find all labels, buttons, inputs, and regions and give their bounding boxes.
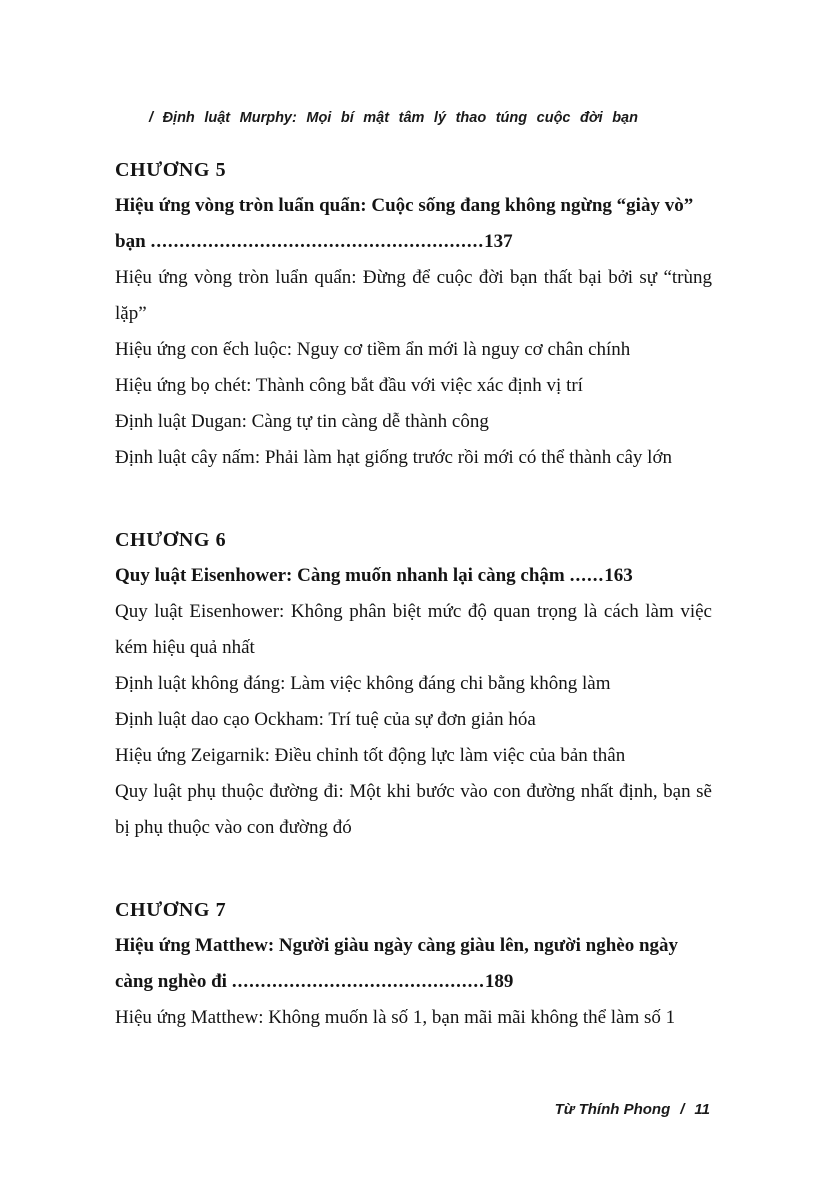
toc-item: Định luật cây nấm: Phải làm hạt giống trước rồi mới có thể thành cây lớn xyxy=(115,447,673,468)
chapter-title: Hiệu ứng Matthew: Người giàu ngày càng giàu lên, người nghèo ngày càng nghèo đi xyxy=(115,935,679,992)
toc-item: Hiệu ứng bọ chét: Thành công bắt đầu với việc xác định vị trí xyxy=(115,375,583,396)
chapter-section-7 xyxy=(115,892,712,1036)
chapter-section-5 xyxy=(115,152,712,476)
toc-item: Hiệu ứng con ếch luộc: Nguy cơ tiềm ẩn mới là nguy cơ chân chính xyxy=(115,339,631,360)
footer-separator: / xyxy=(680,1101,685,1118)
dot-leader: ............................................ xyxy=(231,971,485,992)
chapter-label: CHƯƠNG 7 xyxy=(115,899,227,921)
chapter-page-number: 137 xyxy=(484,231,513,252)
toc-item: Quy luật Eisenhower: Không phân biệt mức độ quan trọng là cách làm việc kém hiệu quả nhất xyxy=(115,601,712,658)
chapter-title-line xyxy=(115,558,712,594)
chapter-title-line xyxy=(115,188,712,260)
chapter-label: CHƯƠNG 6 xyxy=(115,529,227,551)
toc-item: Định luật không đáng: Làm việc không đáng chi bằng không làm xyxy=(115,673,611,694)
toc-item: Định luật dao cạo Ockham: Trí tuệ của sự đơn giản hóa xyxy=(115,709,536,730)
chapter-title-line xyxy=(115,928,712,1000)
chapter-label: CHƯƠNG 5 xyxy=(115,159,227,181)
page-footer xyxy=(555,1100,710,1120)
toc-item: Hiệu ứng Zeigarnik: Điều chỉnh tốt động lực làm việc của bản thân xyxy=(115,745,626,766)
footer-author: Từ Thính Phong xyxy=(554,1101,671,1118)
toc-item: Hiệu ứng vòng tròn luẩn quẩn: Đừng để cuộc đời bạn thất bại bởi sự “trùng lặp” xyxy=(115,267,712,324)
page-content xyxy=(115,108,712,1036)
chapter-title: Hiệu ứng vòng tròn luẩn quẩn: Cuộc sống đang không ngừng “giày vò” bạn xyxy=(115,195,694,252)
chapter-section-6 xyxy=(115,522,712,846)
running-header: / Định luật Murphy: Mọi bí mật tâm lý thao túng cuộc đời bạn xyxy=(149,110,638,126)
toc-item: Định luật Dugan: Càng tự tin càng dễ thành công xyxy=(115,411,489,432)
chapter-page-number: 163 xyxy=(604,565,633,586)
toc-item: Hiệu ứng Matthew: Không muốn là số 1, bạn mãi mãi không thể làm số 1 xyxy=(115,1007,676,1028)
dot-leader: .......................................................... xyxy=(150,231,485,252)
chapter-page-number: 189 xyxy=(484,971,514,992)
dot-leader: ...... xyxy=(569,565,605,586)
chapter-title: Quy luật Eisenhower: Càng muốn nhanh lại càng chậm xyxy=(115,565,565,586)
toc-item: Quy luật phụ thuộc đường đi: Một khi bước vào con đường nhất định, bạn sẽ bị phụ thuộc vào con đường đó xyxy=(115,781,712,838)
footer-page-number: 11 xyxy=(694,1101,710,1118)
